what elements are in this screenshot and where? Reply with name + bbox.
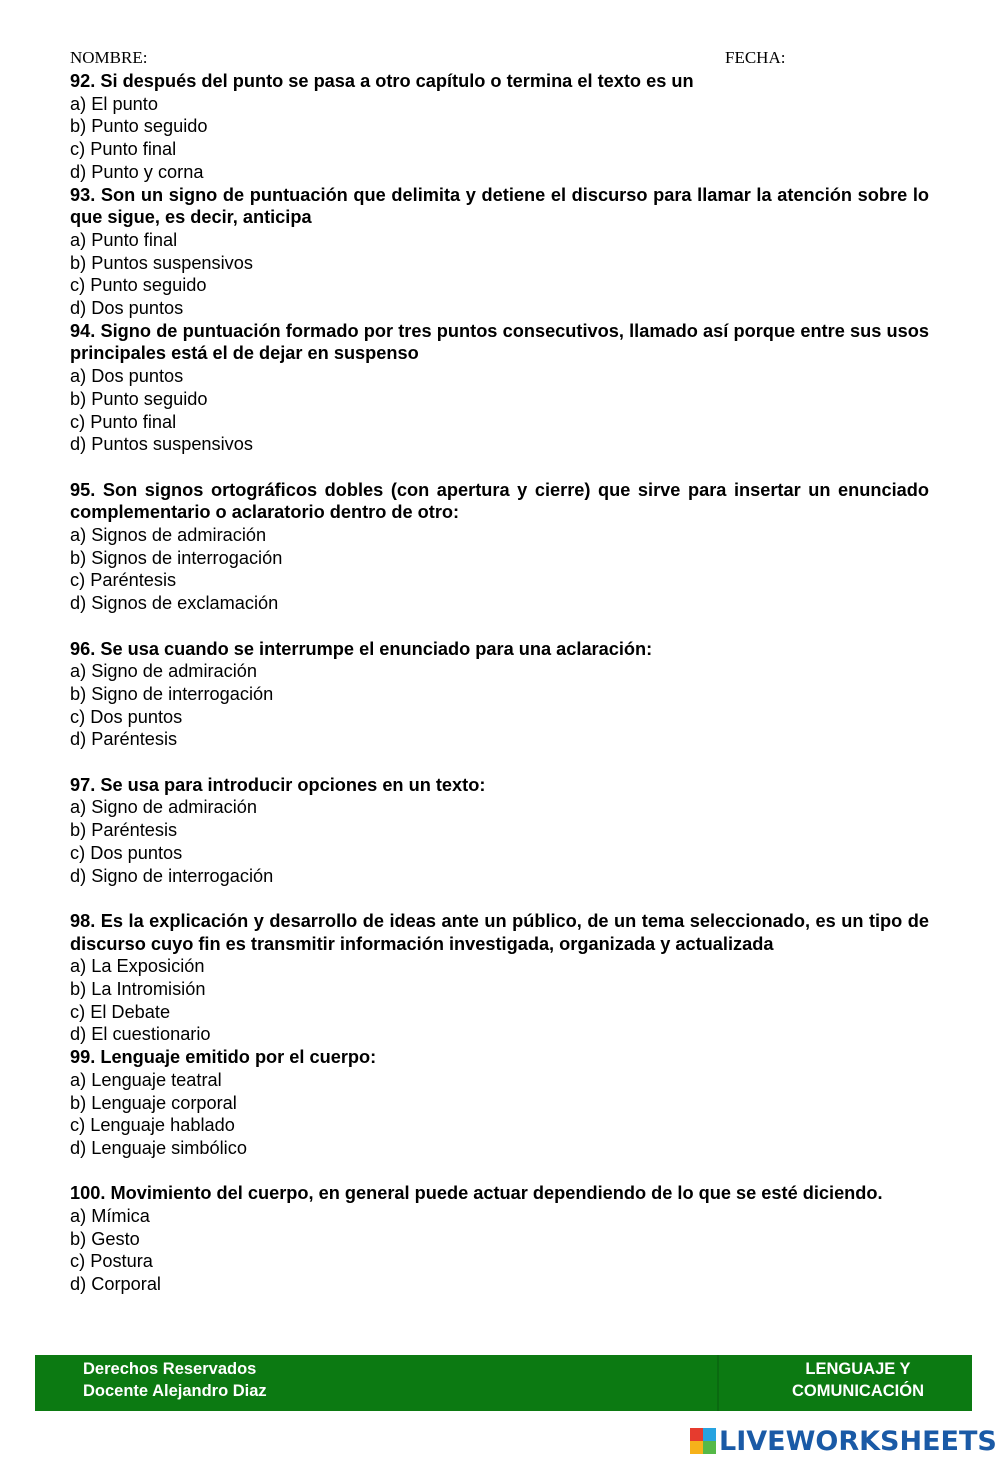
answer-option[interactable]: d) Dos puntos xyxy=(70,298,184,319)
answer-option[interactable]: b) Signos de interrogación xyxy=(70,547,283,568)
liveworksheets-logo-icon xyxy=(690,1428,716,1454)
question-text: 99. Lenguaje emitido por el cuerpo: xyxy=(70,1047,377,1068)
question-block xyxy=(70,1182,929,1296)
answer-option[interactable]: d) Signo de interrogación xyxy=(70,865,274,886)
question-text: 98. Es la explicación y desarrollo de ideas ante un público, de un tema seleccionado, es un tipo de discurso cuyo fin es transmitir información investigada, organizada y actualizada xyxy=(70,910,929,954)
footer-subject xyxy=(792,1358,924,1402)
question-text: 100. Movimiento del cuerpo, en general puede actuar dependiendo de lo que se esté diciendo. xyxy=(70,1183,883,1204)
answer-option[interactable]: a) Punto final xyxy=(70,229,178,250)
question-block xyxy=(70,638,929,752)
question-block xyxy=(70,70,929,184)
question-block xyxy=(70,184,929,320)
spacer xyxy=(70,456,929,479)
answer-option[interactable]: b) La Intromisión xyxy=(70,979,206,1000)
answer-option[interactable]: d) El cuestionario xyxy=(70,1024,211,1045)
spacer xyxy=(70,615,929,638)
question-text: 97. Se usa para introducir opciones en un texto: xyxy=(70,774,486,795)
worksheet-header xyxy=(70,48,930,70)
rights-text: Derechos Reservados xyxy=(83,1360,257,1378)
spacer xyxy=(70,751,929,774)
answer-option[interactable]: d) Lenguaje simbólico xyxy=(70,1137,247,1158)
spacer xyxy=(70,887,929,910)
answer-option[interactable]: b) Puntos suspensivos xyxy=(70,252,253,273)
question-block xyxy=(70,910,929,1046)
question-text: 96. Se usa cuando se interrumpe el enunciado para una aclaración: xyxy=(70,638,653,659)
answer-option[interactable]: a) Dos puntos xyxy=(70,366,184,387)
answer-option[interactable]: a) Mímica xyxy=(70,1206,150,1227)
subject-line-1: LENGUAJE Y xyxy=(805,1360,911,1378)
answer-option[interactable]: a) Lenguaje teatral xyxy=(70,1069,222,1090)
answer-option[interactable]: c) Paréntesis xyxy=(70,570,177,591)
answer-option[interactable]: a) Signo de admiración xyxy=(70,661,258,682)
question-text: 93. Son un signo de puntuación que delimita y detiene el discurso para llamar la atención sobre lo que sigue, es decir, anticipa xyxy=(70,184,929,228)
answer-option[interactable]: c) Punto seguido xyxy=(70,275,207,296)
question-text: 94. Signo de puntuación formado por tres puntos consecutivos, llamado así porque entre sus usos principales está el de dejar en suspenso xyxy=(70,320,929,364)
subject-line-2: COMUNICACIÓN xyxy=(792,1382,924,1400)
answer-option[interactable]: d) Paréntesis xyxy=(70,729,178,750)
answer-option[interactable]: c) Postura xyxy=(70,1251,153,1272)
answer-option[interactable]: b) Lenguaje corporal xyxy=(70,1092,237,1113)
question-text: 95. Son signos ortográficos dobles (con apertura y cierre) que sirve para insertar un enunciado complementario o aclaratorio dentro de otro: xyxy=(70,479,929,523)
footer-banner xyxy=(35,1355,972,1411)
answer-option[interactable]: c) Dos puntos xyxy=(70,842,183,863)
answer-option[interactable]: b) Paréntesis xyxy=(70,820,178,841)
answer-option[interactable]: b) Signo de interrogación xyxy=(70,683,274,704)
nombre-label: NOMBRE: xyxy=(70,48,148,67)
brand-name: LIVEWORKSHEETS xyxy=(719,1425,997,1457)
answer-option[interactable]: a) La Exposición xyxy=(70,956,205,977)
answer-option[interactable]: a) Signo de admiración xyxy=(70,797,258,818)
spacer xyxy=(70,1160,929,1183)
answer-option[interactable]: c) Punto final xyxy=(70,411,177,432)
question-text: 92. Si después del punto se pasa a otro capítulo o termina el texto es un xyxy=(70,71,694,91)
fecha-label: FECHA: xyxy=(725,48,786,67)
answer-option[interactable]: b) Gesto xyxy=(70,1228,140,1249)
answer-option[interactable]: d) Signos de exclamación xyxy=(70,593,279,614)
answer-option[interactable]: b) Punto seguido xyxy=(70,388,208,409)
question-block xyxy=(70,320,929,456)
answer-option[interactable]: c) Punto final xyxy=(70,139,177,160)
answer-option[interactable]: a) El punto xyxy=(70,93,158,114)
teacher-text: Docente Alejandro Diaz xyxy=(83,1382,267,1400)
footer-divider xyxy=(717,1355,719,1411)
answer-option[interactable]: d) Punto y corna xyxy=(70,161,204,182)
answer-option[interactable]: b) Punto seguido xyxy=(70,116,208,137)
answer-option[interactable]: c) Dos puntos xyxy=(70,706,183,727)
question-list xyxy=(70,70,929,1296)
liveworksheets-brand[interactable] xyxy=(690,1424,997,1458)
question-block xyxy=(70,1046,929,1160)
footer-credits xyxy=(83,1358,267,1402)
answer-option[interactable]: d) Puntos suspensivos xyxy=(70,434,253,455)
answer-option[interactable]: c) Lenguaje hablado xyxy=(70,1115,235,1136)
answer-option[interactable]: c) El Debate xyxy=(70,1001,171,1022)
answer-option[interactable]: a) Signos de admiración xyxy=(70,525,267,546)
question-block xyxy=(70,479,929,615)
answer-option[interactable]: d) Corporal xyxy=(70,1274,161,1295)
question-block xyxy=(70,774,929,888)
